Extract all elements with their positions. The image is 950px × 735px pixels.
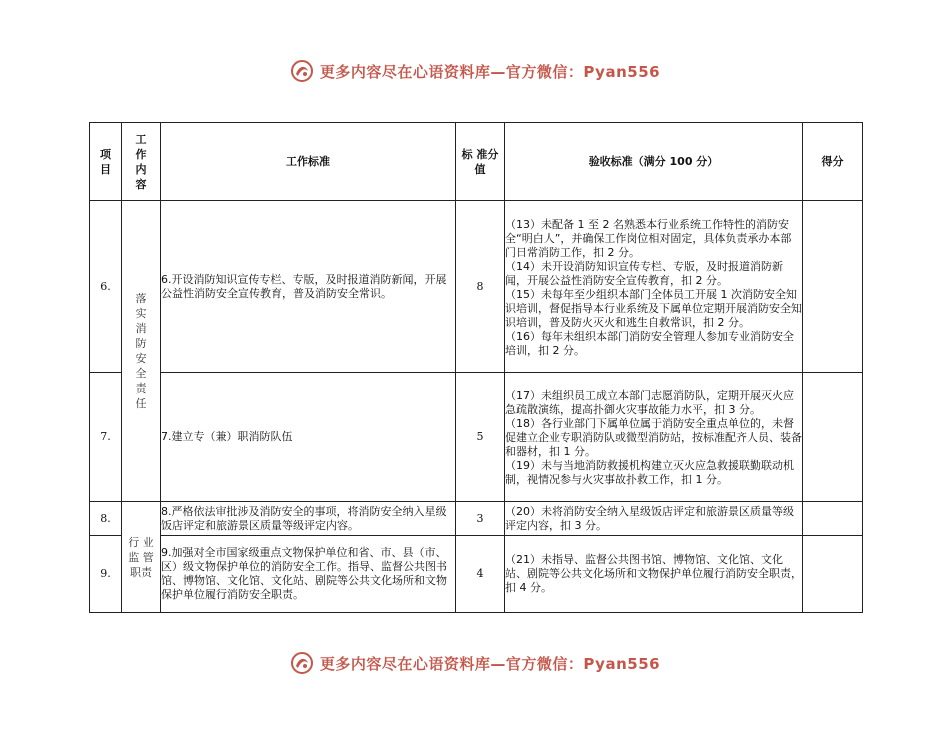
row-number: 8. — [90, 502, 122, 536]
work-standard: 6.开设消防知识宣传专栏、专版，及时报道消防新闻，开展公益性消防安全宣传教育，普及消防安全常识。 — [161, 201, 456, 373]
header-content: 工作内容 — [122, 123, 161, 201]
criterion: （18）各行业部门下属单位属于消防安全重点单位的，未督促建立企业专职消防队或微型消防站，按标准配齐人员、装备和器材，扣 1 分。 — [505, 417, 802, 458]
watermark-text: 更多内容尽在心语资料库—官方微信：Pyan556 — [319, 62, 661, 81]
assessment-table — [89, 122, 863, 613]
criterion: （16）每年未组织本部门消防安全管理人参加专业消防安全培训，扣 2 分。 — [505, 329, 794, 357]
header-acceptance: 验收标准（满分 100 分） — [505, 123, 803, 201]
watermark-text: 更多内容尽在心语资料库—官方微信：Pyan556 — [319, 654, 661, 673]
criterion: （19）未与当地消防救援机构建立灭火应急救援联勤联动机制，视情况参与火灾事故扑救工作，扣 1 分。 — [505, 459, 794, 486]
table-row — [90, 502, 863, 536]
swirl-logo-icon — [290, 59, 314, 83]
acceptance-criteria — [505, 536, 803, 613]
score-cell — [803, 373, 863, 502]
header-score: 得分 — [803, 123, 863, 201]
score-value: 5 — [456, 373, 505, 502]
row-number: 7. — [90, 373, 122, 502]
acceptance-criteria — [505, 502, 803, 536]
swirl-logo-icon — [290, 651, 314, 675]
header-row — [90, 123, 863, 201]
score-value: 3 — [456, 502, 505, 536]
row-number: 6. — [90, 201, 122, 373]
header-score-value: 标 准分 值 — [456, 123, 505, 201]
score-value: 8 — [456, 201, 505, 373]
table-row — [90, 201, 863, 373]
criterion: （15）未每年至少组织本部门全体员工开展 1 次消防安全知识培训，督促指导本行业系统及下属单位定期开展消防安全知识培训，普及防火灭火和逃生自救常识，扣 2 分。 — [505, 287, 802, 329]
score-value: 4 — [456, 536, 505, 613]
acceptance-criteria — [505, 373, 803, 502]
watermark-top — [0, 56, 950, 86]
header-item: 项目 — [90, 123, 122, 201]
criterion: （14）未开设消防知识宣传专栏、专版，及时报道消防新闻，开展公益性消防安全宣传教育，扣 2 分。 — [505, 259, 783, 287]
category-supervision: 行 业监 管职责 — [122, 502, 161, 613]
score-cell — [803, 201, 863, 373]
category-fire-safety: 落实消防安全责任 — [122, 201, 161, 502]
criterion: （17）未组织员工成立本部门志愿消防队，定期开展灭火应急疏散演练，提高扑御火灾事故能力水平，扣 3 分。 — [505, 389, 794, 416]
score-cell — [803, 536, 863, 613]
score-cell — [803, 502, 863, 536]
row-number: 9. — [90, 536, 122, 613]
criterion: （20）未将消防安全纳入星级饭店评定和旅游景区质量等级评定内容，扣 3 分。 — [505, 504, 794, 532]
criterion: （13）未配备 1 至 2 名熟悉本行业系统工作特性的消防安全“明白人”，并确保工作岗位相对固定，具体负责承办本部门日常消防工作，扣 2 分。 — [505, 217, 792, 259]
work-standard: 8.严格依法审批涉及消防安全的事项，将消防安全纳入星级饭店评定和旅游景区质量等级评定内容。 — [161, 502, 456, 536]
header-standard: 工作标准 — [161, 123, 456, 201]
watermark-bottom — [0, 648, 950, 678]
acceptance-criteria — [505, 201, 803, 373]
criterion: （21）未指导、监督公共图书馆、博物馆、文化馆、文化站、剧院等公共文化场所和文物保护单位履行消防安全职责，扣 4 分。 — [505, 553, 802, 594]
table-row — [90, 373, 863, 502]
table-row — [90, 536, 863, 613]
work-standard: 7.建立专（兼）职消防队伍 — [161, 373, 456, 502]
work-standard: 9.加强对全市国家级重点文物保护单位和省、市、县（市、区）级文物保护单位的消防安全工作。指导、监督公共图书馆、博物馆、文化馆、文化站、剧院等公共文化场所和文物保护单位履行消防安全职责。 — [161, 536, 456, 613]
